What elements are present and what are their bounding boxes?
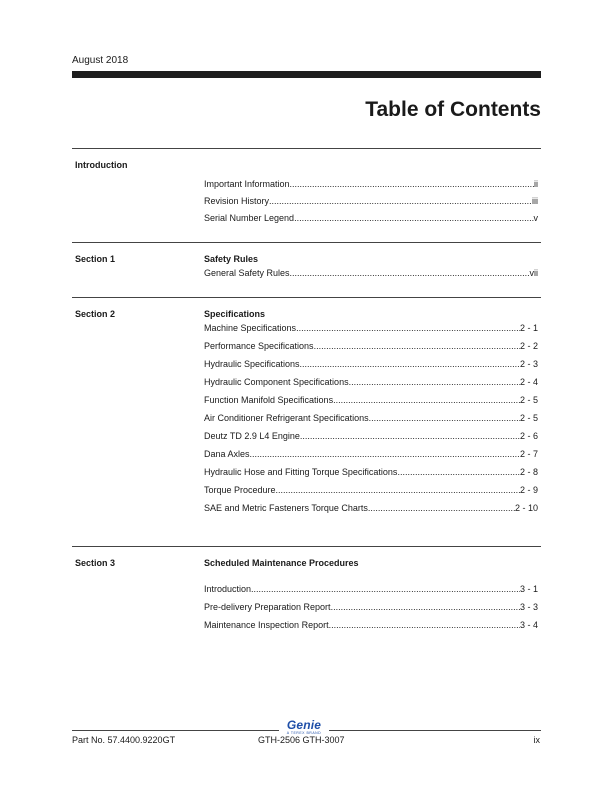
toc-entry-title: Air Conditioner Refrigerant Specifications (204, 413, 369, 423)
logo-word: Genie (286, 718, 322, 732)
toc-entry-page: 2 - 8 (519, 467, 538, 477)
footer-rule-left (72, 730, 279, 731)
toc-entry[interactable] (204, 620, 538, 630)
section-divider (72, 546, 541, 547)
section-label-introduction: Introduction (75, 160, 128, 170)
section-heading-1: Safety Rules (204, 254, 259, 264)
section-heading-3: Scheduled Maintenance Procedures (204, 558, 359, 568)
footer-models: GTH-2506 GTH-3007 (258, 735, 345, 745)
toc-entry[interactable] (204, 179, 538, 189)
leader-dots (269, 196, 532, 206)
toc-entry-title: Torque Procedure (204, 485, 276, 495)
section-divider (72, 242, 541, 243)
toc-entry-title: Performance Specifications (204, 341, 314, 351)
toc-entry-page: 3 - 4 (519, 620, 538, 630)
toc-entry-title: Serial Number Legend (204, 213, 295, 223)
genie-logo (283, 719, 325, 735)
toc-entry-title: Introduction (204, 584, 252, 594)
section-label-1: Section 1 (75, 254, 116, 264)
toc-entry[interactable] (204, 431, 538, 441)
leader-dots (331, 602, 520, 612)
toc-entry-page: 2 - 9 (519, 485, 538, 495)
leader-dots (294, 213, 533, 223)
toc-entry-title: Hydraulic Specifications (204, 359, 300, 369)
toc-entry-page: ii (534, 179, 538, 189)
footer-page-number: ix (533, 735, 540, 745)
toc-entry[interactable] (204, 268, 538, 278)
toc-entry[interactable] (204, 485, 538, 495)
leader-dots (397, 467, 520, 477)
leader-dots (300, 431, 520, 441)
toc-entry-page: iii (532, 196, 538, 206)
toc-entry-page: 2 - 2 (519, 341, 538, 351)
toc-entry[interactable] (204, 213, 538, 223)
footer-part-number: Part No. 57.4400.9220GT (72, 735, 176, 745)
toc-entry[interactable] (204, 323, 538, 333)
toc-entry-title: Hydraulic Hose and Fitting Torque Specifications (204, 467, 398, 477)
toc-entry[interactable] (204, 503, 538, 513)
toc-entry-page: 2 - 6 (519, 431, 538, 441)
section-label-3: Section 3 (75, 558, 116, 568)
leader-dots (290, 268, 530, 278)
toc-entry-title: Function Manifold Specifications (204, 395, 334, 405)
section-heading-2: Specifications (204, 309, 266, 319)
toc-entry[interactable] (204, 395, 538, 405)
toc-entry-title: Dana Axles (204, 449, 250, 459)
toc-entry[interactable] (204, 413, 538, 423)
leader-dots (314, 341, 520, 351)
toc-entry-title: Important Information (204, 179, 290, 189)
toc-entry-page: 2 - 4 (519, 377, 538, 387)
section-label-2: Section 2 (75, 309, 116, 319)
toc-entry[interactable] (204, 467, 538, 477)
header-date: August 2018 (72, 55, 129, 66)
toc-entry-title: Machine Specifications (204, 323, 297, 333)
toc-entry-page: 2 - 10 (514, 503, 538, 513)
header-bar (72, 71, 541, 78)
toc-entry-title: Deutz TD 2.9 L4 Engine (204, 431, 300, 441)
footer-rule-right (329, 730, 541, 731)
toc-entry[interactable] (204, 377, 538, 387)
leader-dots (296, 323, 520, 333)
toc-entry-page: 2 - 1 (519, 323, 538, 333)
toc-entry-page: 3 - 3 (519, 602, 538, 612)
leader-dots (368, 503, 515, 513)
toc-entry-title: Maintenance Inspection Report (204, 620, 329, 630)
toc-entry-page: 2 - 3 (519, 359, 538, 369)
toc-entry-page: 3 - 1 (519, 584, 538, 594)
leader-dots (349, 377, 520, 387)
toc-entry[interactable] (204, 602, 538, 612)
section-divider (72, 148, 541, 149)
leader-dots (290, 179, 534, 189)
toc-entry-page: vii (529, 268, 538, 278)
toc-entry-title: SAE and Metric Fasteners Torque Charts (204, 503, 368, 513)
toc-entry-page: 2 - 5 (519, 395, 538, 405)
section-divider (72, 297, 541, 298)
toc-entry-page: 2 - 7 (519, 449, 538, 459)
toc-entry-title: Revision History (204, 196, 270, 206)
leader-dots (300, 359, 520, 369)
toc-entry[interactable] (204, 449, 538, 459)
logo-subtext: A TEREX BRAND (286, 731, 322, 735)
leader-dots (276, 485, 520, 495)
toc-entry[interactable] (204, 359, 538, 369)
page-title: Table of Contents (365, 98, 541, 121)
leader-dots (251, 584, 520, 594)
leader-dots (250, 449, 520, 459)
toc-entry-title: Hydraulic Component Specifications (204, 377, 349, 387)
toc-entry-page: v (533, 213, 538, 223)
toc-entry[interactable] (204, 341, 538, 351)
leader-dots (333, 395, 520, 405)
leader-dots (369, 413, 520, 423)
toc-entry-page: 2 - 5 (519, 413, 538, 423)
leader-dots (329, 620, 520, 630)
toc-entry[interactable] (204, 196, 538, 206)
toc-entry[interactable] (204, 584, 538, 594)
toc-entry-title: Pre-delivery Preparation Report (204, 602, 331, 612)
toc-entry-title: General Safety Rules (204, 268, 290, 278)
